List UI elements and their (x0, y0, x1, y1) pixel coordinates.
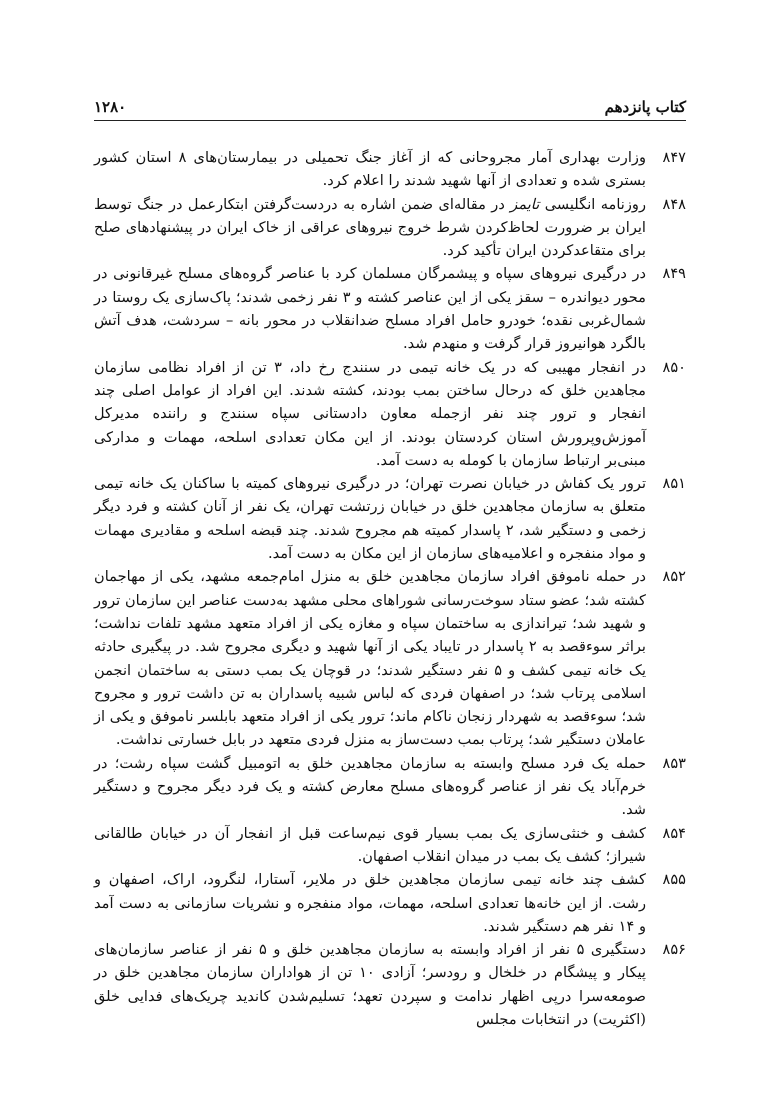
header-rule (94, 120, 686, 121)
entry-854 (94, 822, 686, 869)
entry-856 (94, 938, 686, 1031)
entry-853 (94, 752, 686, 822)
entry-852 (94, 565, 686, 751)
entry-text: ترور یک کفاش در خیابان نصرت تهران؛ در درگیری نیروهای کمیته با ساکنان یک خانه تیمی متعلق به سازمان مجاهدین خلق در خیابان زرتشت تهران، یک نفر از آنان کشته و فرد دیگر زخمی و دستگیر شد، ۲ پاسدار کمیته هم مجروح شدند. چند قبضه اسلحه و مقادیری مهمات و مواد منفجره و اعلامیه‌های سازمان از این مکان به دست آمد. (94, 475, 646, 563)
entry-number: ۸۵۰ (662, 358, 686, 376)
entry-text: در انفجار مهیبی که در یک خانه تیمی در سنندج رخ داد، ۳ تن از افراد نظامی سازمان مجاهدین خلق که درحال ساختن بمب بودند، کشته شدند. این افراد از عوامل اصلی چند انفجار و ترور چند نفر ازجمله معاون دادستانی سپاه سنندج و راننده مدیرکل آموزش‌وپرورش استان کردستان بودند. از این مکان تعدادی اسلحه، مهمات و مدارکی مبنی‌بر ارتباط سازمان با کومله به دست آمد. (94, 358, 646, 469)
newspaper-name: تایمز (510, 195, 540, 213)
book-title: کتاب پانزدهم (604, 98, 686, 116)
entry-text (94, 193, 646, 263)
entry-text: حمله یک فرد مسلح وابسته به سازمان مجاهدین خلق به اتومبیل گشت سپاه رشت؛ در خرم‌آباد یک نفر از عناصر گروه‌های مسلح معارض کشته و یک فرد دیگر مجروح و دستگیر شد. (94, 754, 646, 819)
entry-number: ۸۵۵ (662, 871, 686, 889)
entry-text-after: در مقاله‌ای ضمن اشاره به دردست‌گرفتن ابتکارعمل در جنگ توسط ایران بر ضرورت لحاظ‌کردن شرط خروج نیروهای عراقی از خاک ایران در پیشنهادهای صلح برای متقاعدکردن ایران تأکید کرد. (94, 195, 646, 260)
entry-number: ۸۴۷ (662, 149, 686, 166)
entry-text: در حمله ناموفق افراد سازمان مجاهدین خلق به منزل امام‌جمعه مشهد، یکی از مهاجمان کشته شد؛ عضو ستاد سوخت‌رسانی شوراهای محلی مشهد به‌دست عناصر این سازمان ترور و شهید شد؛ تیراندازی به ساختمان سپاه و مغازه یکی از افراد متعهد مشهد تلفات نداشت؛ براثر سوءقصد به ۲ پاسدار در تایباد یکی از آنها شهید و دیگری مجروح شد. در پیگیری حادثه یک خانه تیمی کشف و ۵ نفر دستگیر شدند؛ در قوچان یک بمب دستی به ساختمان انجمن اسلامی پرتاب شد؛ در اصفهان فردی که لباس شبیه پاسداران به تن داشت ترور و مجروح شد؛ سوءقصد به شهردار زنجان ناکام ماند؛ ترور یکی از افراد متعهد بابلسر ناموفق و یکی از عاملان دستگیر شد؛ پرتاب بمب دست‌ساز به منزل فردی متعهد در بابل خسارتی نداشت. (94, 568, 647, 749)
page-number: ۱۲۸۰ (94, 98, 127, 116)
entry-number: ۸۵۳ (662, 754, 686, 772)
entry-text: در درگیری نیروهای سپاه و پیشمرگان مسلمان کرد با عناصر گروه‌های مسلح غیرقانونی در محور دیواندره – سقز یکی از این عناصر کشته و ۳ نفر زخمی شدند؛ پاک‌سازی یک روستا در شمال‌غربی نقده؛ خودرو حامل افراد مسلح ضدانقلاب در محور بانه – سردشت، هدف آتش بالگرد هوانیروز قرار گرفت و منهدم شد. (94, 265, 646, 353)
entry-number: ۸۵۶ (662, 941, 686, 959)
entry-847 (94, 146, 686, 193)
entry-text: کشف چند خانه تیمی سازمان مجاهدین خلق در ملایر، آستارا، لنگرود، اراک، اصفهان و رشت. از این خانه‌ها تعدادی اسلحه، مهمات، مواد منفجره و نشریات سازمانی به دست آمد و ۱۴ نفر هم دستگیر شدند. (94, 871, 646, 935)
entry-number: ۸۵۴ (662, 824, 686, 842)
entry-848 (94, 193, 686, 263)
entry-number: ۸۵۱ (662, 475, 686, 493)
entries-list (94, 146, 686, 1031)
entry-text: دستگیری ۵ نفر از افراد وابسته به سازمان مجاهدین خلق و ۵ نفر از عناصر سازمان‌های پیکار و پیشگام در خلخال و رودسر؛ آزادی ۱۰ تن از هواداران سازمان مجاهدین خلق در صومعه‌سرا درپی اظهار ندامت و سپردن تعهد؛ تسلیم‌شدن کاندید چریک‌های فدایی خلق (اکثریت) در انتخابات مجلس (94, 941, 646, 1028)
entry-text-before: روزنامه انگلیسی (539, 195, 646, 213)
entry-849 (94, 262, 686, 355)
entry-855 (94, 868, 686, 938)
entry-850 (94, 356, 686, 472)
entry-number: ۸۵۲ (662, 568, 686, 586)
page-header (94, 92, 686, 116)
entry-number: ۸۴۸ (662, 195, 686, 213)
entry-number: ۸۴۹ (662, 265, 686, 283)
entry-851 (94, 472, 686, 565)
entry-text: کشف و خنثی‌سازی یک بمب بسیار قوی نیم‌ساعت قبل از انفجار آن در خیابان طالقانی شیراز؛ کشف یک بمب در میدان انقلاب اصفهان. (94, 824, 646, 865)
entry-text: وزارت بهداری آمار مجروحانی که از آغاز جنگ تحمیلی در بیمارستان‌های ۸ استان کشور بستری شده و تعدادی از آنها شهید شدند را اعلام کرد. (94, 149, 647, 190)
